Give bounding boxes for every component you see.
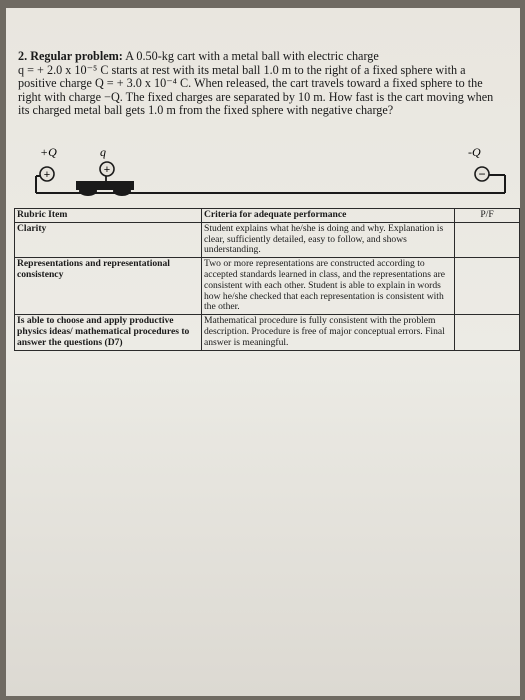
rubric-row (15, 222, 520, 257)
rubric-header-item: Rubric Item (15, 209, 202, 223)
rubric-pf-cell (455, 258, 520, 315)
problem-line-5: its charged metal ball gets 1.0 m from the fixed sphere with negative charge? (18, 103, 394, 118)
problem-text-1: A 0.50-kg cart with a metal ball with electric charge (125, 49, 379, 63)
charge-diagram (18, 144, 508, 204)
label-plus-Q: +Q (40, 145, 57, 159)
fixed-sphere-negative (475, 167, 489, 181)
cart-metal-ball (100, 162, 114, 176)
fixed-sphere-positive (40, 167, 54, 181)
label-minus-Q: -Q (468, 145, 481, 159)
rubric-criteria: Two or more representations are constructed according to accepted standards learned in class, and the representations are consistent with each other. Student is able to explain in words how he/she checked that each representation is consistent with the other. (202, 258, 455, 315)
problem-line-3: positive charge Q = + 3.0 x 10⁻⁴ C. When released, the cart travels toward a fixed sphere to the (18, 76, 483, 91)
label-q: q (100, 145, 106, 159)
problem-line-1 (18, 50, 518, 64)
rubric-header-pf: P/F (455, 209, 520, 223)
rubric-row (15, 258, 520, 315)
rubric-header-criteria: Criteria for adequate performance (202, 209, 455, 223)
problem-statement (18, 50, 518, 118)
rubric-item: Is able to choose and apply productive physics ideas/ mathematical procedures to answer the questions (D7) (15, 315, 202, 350)
problem-line-4: right with charge −Q. The fixed charges are separated by 10 m. How fast is the cart moving when (18, 89, 494, 104)
rubric-criteria: Mathematical procedure is fully consistent with the problem description. Procedure is free of major conceptual errors. Final answer is meaningful. (202, 315, 455, 350)
rubric-item: Representations and representational consistency (15, 258, 202, 315)
problem-line-2: q = + 2.0 x 10⁻⁵ C starts at rest with its metal ball 1.0 m to the right of a fixed sphere with a (18, 62, 466, 77)
paper-sheet (6, 8, 520, 696)
plus-sign: + (43, 169, 51, 181)
cart-wheel-left (79, 186, 97, 196)
rubric-pf-cell (455, 222, 520, 257)
right-support-post (488, 175, 505, 193)
problem-heading: Regular problem: (30, 49, 123, 63)
rubric-row (15, 315, 520, 350)
rubric-pf-cell (455, 315, 520, 350)
minus-sign: − (478, 167, 486, 181)
rubric-table (14, 208, 520, 351)
cart-wheel-right (113, 186, 131, 196)
rubric-header-row (15, 209, 520, 223)
plus-sign: + (103, 164, 111, 176)
rubric-criteria: Student explains what he/she is doing and why. Explanation is clear, sufficiently detailed, easy to follow, and shows understanding. (202, 222, 455, 257)
problem-number: 2. (18, 49, 28, 63)
rubric-item: Clarity (15, 222, 202, 257)
